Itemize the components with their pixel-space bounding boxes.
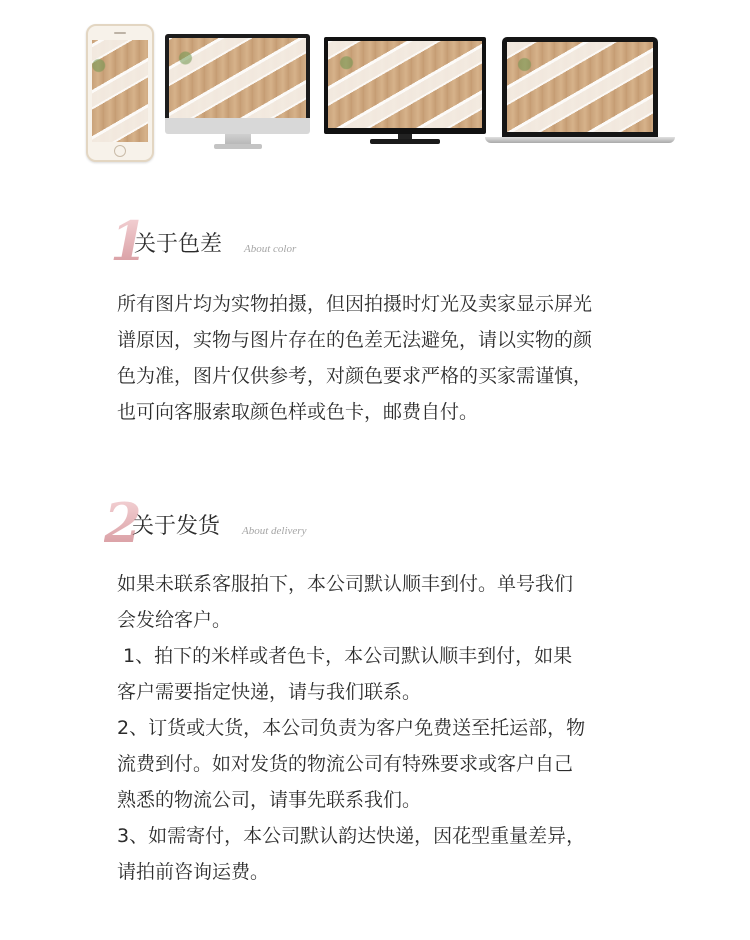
imac-foot: [214, 144, 262, 149]
phone-device: [86, 24, 154, 162]
tv-screen-lace-photo: [328, 41, 482, 128]
laptop-screen-lace-photo: [507, 42, 653, 132]
phone-screen-lace-photo: [92, 40, 148, 142]
section-number: 2: [104, 491, 142, 555]
device-showcase: [0, 0, 750, 170]
section-subtitle: About delivery: [242, 525, 307, 537]
paragraph-line: 流费到付。如对发货的物流公司有特殊要求或客户自己: [117, 753, 574, 775]
paragraph-line: 如果未联系客服拍下，本公司默认顺丰到付。单号我们: [117, 573, 574, 595]
phone-home-button: [114, 145, 126, 157]
paragraph-line: 所有图片均为实物拍摄，但因拍摄时灯光及卖家显示屏光: [117, 293, 593, 315]
paragraph-line: 客户需要指定快递，请与我们联系。: [117, 681, 422, 703]
paragraph-line: 会发给客户。: [117, 609, 232, 631]
tv-foot: [370, 139, 440, 144]
paragraph-line: 也可向客服索取颜色样或色卡，邮费自付。: [117, 401, 479, 423]
laptop-base: [485, 137, 675, 143]
section-color-header: [110, 209, 370, 274]
section-subtitle: About color: [244, 243, 297, 255]
section-delivery-body: [117, 566, 645, 890]
section-color-body: [117, 286, 645, 430]
section-delivery-header: [104, 491, 370, 556]
section-title: 关于发货: [132, 514, 221, 539]
section-title: 关于色差: [134, 232, 223, 257]
imac-stand: [225, 134, 251, 144]
imac-screen-lace-photo: [169, 38, 306, 118]
paragraph-line: 谱原因，实物与图片存在的色差无法避免，请以实物的颜: [117, 329, 593, 351]
paragraph-line: 3、如需寄付，本公司默认韵达快递，因花型重量差异，: [117, 825, 586, 847]
phone-speaker: [114, 32, 126, 34]
paragraph-line: 2、订货或大货，本公司负责为客户免费送至托运部，物: [117, 717, 586, 739]
paragraph-line: 色为准，图片仅供参考，对颜色要求严格的买家需谨慎，: [117, 365, 593, 387]
imac-chin: [165, 118, 310, 134]
paragraph-line: 熟悉的物流公司，请事先联系我们。: [117, 789, 422, 811]
section-number: 1: [110, 209, 148, 273]
paragraph-line: 1、拍下的米样或者色卡，本公司默认顺丰到付，如果: [117, 645, 573, 667]
paragraph-line: 请拍前咨询运费。: [117, 861, 270, 883]
